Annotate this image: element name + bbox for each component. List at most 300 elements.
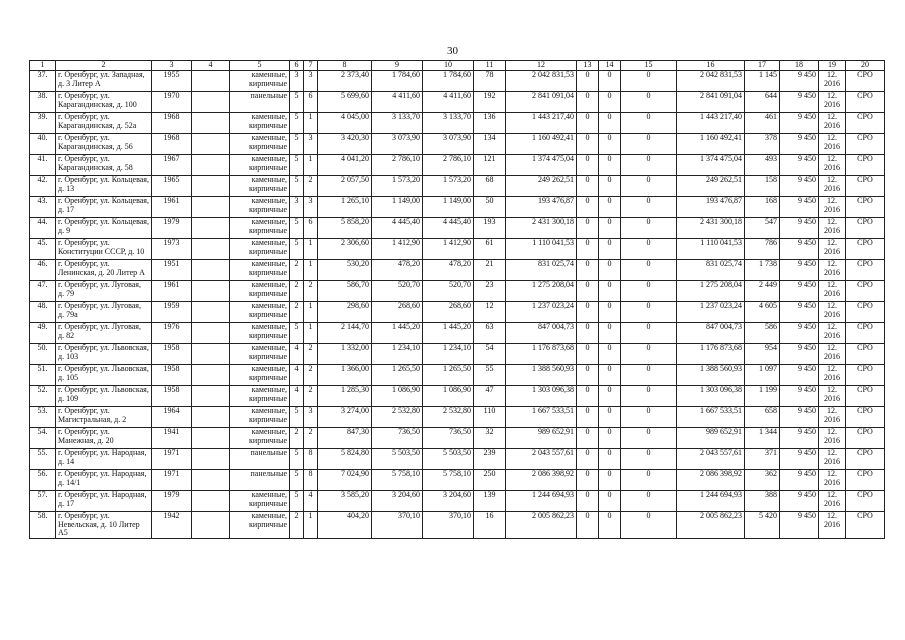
wall-material-cell: панельные (230, 449, 290, 470)
table-row (30, 71, 885, 92)
col13-cell: 0 (577, 512, 599, 539)
entrances-cell: 3 (304, 134, 318, 155)
unit-cost-cell: 493 (745, 155, 780, 176)
col14-cell: 0 (599, 239, 621, 260)
floors-cell: 5 (290, 218, 304, 239)
column-number: 8 (318, 61, 372, 71)
col4-cell (192, 323, 230, 344)
col15-cell: 0 (621, 176, 677, 197)
residents-cell: 47 (474, 386, 506, 407)
living-area-cell: 1 149,00 (423, 197, 474, 218)
col15-cell: 0 (621, 218, 677, 239)
residents-cell: 50 (474, 197, 506, 218)
floors-cell: 2 (290, 260, 304, 281)
col13-cell: 0 (577, 113, 599, 134)
area-cell: 478,20 (372, 260, 423, 281)
col14-cell: 0 (599, 365, 621, 386)
row-number: 43. (30, 197, 56, 218)
residents-cell: 54 (474, 344, 506, 365)
row-number: 47. (30, 281, 56, 302)
living-area-cell: 3 133,70 (423, 113, 474, 134)
living-area-cell: 1 086,90 (423, 386, 474, 407)
column-number: 18 (780, 61, 819, 71)
unit-cost-cell: 362 (745, 470, 780, 491)
address-cell: г. Оренбург, ул. Народная, д. 14 (56, 449, 152, 470)
wall-material-cell: каменные, кирпичные (230, 386, 290, 407)
residents-cell: 12 (474, 302, 506, 323)
total-area-cell: 1 366,00 (318, 365, 372, 386)
col4-cell (192, 386, 230, 407)
total-cost-cell: 193 476,87 (506, 197, 577, 218)
address-cell: г. Оренбург, ул. Народная, д. 14/1 (56, 470, 152, 491)
fund-cost-cell: 1 244 694,93 (677, 491, 745, 512)
col15-cell: 0 (621, 155, 677, 176)
area-cell: 1 149,00 (372, 197, 423, 218)
table-row (30, 134, 885, 155)
col13-cell: 0 (577, 407, 599, 428)
entrances-cell: 6 (304, 218, 318, 239)
deadline-cell: 12. 2016 (819, 386, 846, 407)
limit-cost-cell: 9 450 (780, 218, 819, 239)
limit-cost-cell: 9 450 (780, 281, 819, 302)
area-cell: 1 445,20 (372, 323, 423, 344)
deadline-cell: 12. 2016 (819, 365, 846, 386)
row-number: 48. (30, 302, 56, 323)
table-row (30, 92, 885, 113)
col14-cell: 0 (599, 281, 621, 302)
total-cost-cell: 1 374 475,04 (506, 155, 577, 176)
limit-cost-cell: 9 450 (780, 428, 819, 449)
floors-cell: 5 (290, 155, 304, 176)
limit-cost-cell: 9 450 (780, 302, 819, 323)
deadline-cell: 12. 2016 (819, 449, 846, 470)
entrances-cell: 8 (304, 470, 318, 491)
limit-cost-cell: 9 450 (780, 176, 819, 197)
residents-cell: 23 (474, 281, 506, 302)
col13-cell: 0 (577, 491, 599, 512)
col13-cell: 0 (577, 92, 599, 113)
address-cell: г. Оренбург, ул. Манежная, д. 20 (56, 428, 152, 449)
year-cell: 1958 (152, 365, 192, 386)
limit-cost-cell: 9 450 (780, 323, 819, 344)
col13-cell: 0 (577, 302, 599, 323)
col15-cell: 0 (621, 512, 677, 539)
table-row (30, 365, 885, 386)
total-cost-cell: 1 237 023,24 (506, 302, 577, 323)
column-number: 16 (677, 61, 745, 71)
row-number: 49. (30, 323, 56, 344)
living-area-cell: 2 786,10 (423, 155, 474, 176)
deadline-cell: 12. 2016 (819, 281, 846, 302)
residents-cell: 136 (474, 113, 506, 134)
table-row (30, 155, 885, 176)
total-area-cell: 298,60 (318, 302, 372, 323)
area-cell: 1 412,90 (372, 239, 423, 260)
total-cost-cell: 1 110 041,53 (506, 239, 577, 260)
method-cell: СРО (846, 176, 885, 197)
table-row (30, 449, 885, 470)
method-cell: СРО (846, 365, 885, 386)
unit-cost-cell: 1 097 (745, 365, 780, 386)
living-area-cell: 1 412,90 (423, 239, 474, 260)
method-cell: СРО (846, 113, 885, 134)
residents-cell: 68 (474, 176, 506, 197)
table-row (30, 344, 885, 365)
address-cell: г. Оренбург, ул. Карагандинская, д. 58 (56, 155, 152, 176)
fund-cost-cell: 1 237 023,24 (677, 302, 745, 323)
column-number: 6 (290, 61, 304, 71)
year-cell: 1955 (152, 71, 192, 92)
year-cell: 1942 (152, 512, 192, 539)
column-number: 17 (745, 61, 780, 71)
floors-cell: 2 (290, 428, 304, 449)
col14-cell: 0 (599, 344, 621, 365)
total-cost-cell: 2 841 091,04 (506, 92, 577, 113)
year-cell: 1976 (152, 323, 192, 344)
row-number: 51. (30, 365, 56, 386)
area-cell: 2 532,80 (372, 407, 423, 428)
unit-cost-cell: 1 344 (745, 428, 780, 449)
entrances-cell: 8 (304, 449, 318, 470)
floors-cell: 5 (290, 449, 304, 470)
total-area-cell: 404,20 (318, 512, 372, 539)
table-row (30, 176, 885, 197)
living-area-cell: 1 234,10 (423, 344, 474, 365)
entrances-cell: 3 (304, 71, 318, 92)
total-cost-cell: 1 244 694,93 (506, 491, 577, 512)
column-number: 15 (621, 61, 677, 71)
col15-cell: 0 (621, 113, 677, 134)
method-cell: СРО (846, 428, 885, 449)
col14-cell: 0 (599, 134, 621, 155)
living-area-cell: 5 758,10 (423, 470, 474, 491)
fund-cost-cell: 2 431 300,18 (677, 218, 745, 239)
wall-material-cell: каменные, кирпичные (230, 428, 290, 449)
column-number: 13 (577, 61, 599, 71)
method-cell: СРО (846, 470, 885, 491)
table-row (30, 113, 885, 134)
area-cell: 2 786,10 (372, 155, 423, 176)
unit-cost-cell: 5 420 (745, 512, 780, 539)
total-area-cell: 5 858,20 (318, 218, 372, 239)
row-number: 39. (30, 113, 56, 134)
entrances-cell: 1 (304, 155, 318, 176)
fund-cost-cell: 1 176 873,68 (677, 344, 745, 365)
entrances-cell: 3 (304, 407, 318, 428)
col4-cell (192, 176, 230, 197)
limit-cost-cell: 9 450 (780, 239, 819, 260)
address-cell: г. Оренбург, ул. Народная, д. 17 (56, 491, 152, 512)
col15-cell: 0 (621, 260, 677, 281)
address-cell: г. Оренбург, ул. Львовская, д. 105 (56, 365, 152, 386)
year-cell: 1979 (152, 491, 192, 512)
residents-cell: 250 (474, 470, 506, 491)
residents-cell: 239 (474, 449, 506, 470)
limit-cost-cell: 9 450 (780, 512, 819, 539)
living-area-cell: 1 573,20 (423, 176, 474, 197)
table-row (30, 302, 885, 323)
area-cell: 4 445,40 (372, 218, 423, 239)
method-cell: СРО (846, 92, 885, 113)
year-cell: 1968 (152, 134, 192, 155)
col4-cell (192, 197, 230, 218)
wall-material-cell: каменные, кирпичные (230, 323, 290, 344)
unit-cost-cell: 461 (745, 113, 780, 134)
limit-cost-cell: 9 450 (780, 491, 819, 512)
table-row (30, 239, 885, 260)
total-area-cell: 2 306,60 (318, 239, 372, 260)
area-cell: 736,50 (372, 428, 423, 449)
col15-cell: 0 (621, 344, 677, 365)
limit-cost-cell: 9 450 (780, 365, 819, 386)
unit-cost-cell: 371 (745, 449, 780, 470)
wall-material-cell: каменные, кирпичные (230, 197, 290, 218)
total-area-cell: 1 265,10 (318, 197, 372, 218)
deadline-cell: 12. 2016 (819, 344, 846, 365)
total-area-cell: 5 824,80 (318, 449, 372, 470)
total-cost-cell: 831 025,74 (506, 260, 577, 281)
fund-cost-cell: 831 025,74 (677, 260, 745, 281)
unit-cost-cell: 4 605 (745, 302, 780, 323)
col13-cell: 0 (577, 155, 599, 176)
deadline-cell: 12. 2016 (819, 302, 846, 323)
address-cell: г. Оренбург, ул. Невельская, д. 10 Литер А5 (56, 512, 152, 539)
deadline-cell: 12. 2016 (819, 470, 846, 491)
col13-cell: 0 (577, 218, 599, 239)
year-cell: 1961 (152, 281, 192, 302)
unit-cost-cell: 954 (745, 344, 780, 365)
year-cell: 1958 (152, 386, 192, 407)
total-cost-cell: 989 652,91 (506, 428, 577, 449)
limit-cost-cell: 9 450 (780, 92, 819, 113)
table-row (30, 197, 885, 218)
method-cell: СРО (846, 260, 885, 281)
col4-cell (192, 155, 230, 176)
fund-cost-cell: 249 262,51 (677, 176, 745, 197)
total-area-cell: 2 144,70 (318, 323, 372, 344)
wall-material-cell: каменные, кирпичные (230, 407, 290, 428)
col13-cell: 0 (577, 470, 599, 491)
method-cell: СРО (846, 197, 885, 218)
entrances-cell: 3 (304, 197, 318, 218)
column-number: 7 (304, 61, 318, 71)
deadline-cell: 12. 2016 (819, 428, 846, 449)
residents-cell: 55 (474, 365, 506, 386)
residents-cell: 110 (474, 407, 506, 428)
col13-cell: 0 (577, 239, 599, 260)
limit-cost-cell: 9 450 (780, 260, 819, 281)
residents-cell: 32 (474, 428, 506, 449)
year-cell: 1941 (152, 428, 192, 449)
wall-material-cell: панельные (230, 470, 290, 491)
limit-cost-cell: 9 450 (780, 449, 819, 470)
fund-cost-cell: 1 110 041,53 (677, 239, 745, 260)
col14-cell: 0 (599, 260, 621, 281)
unit-cost-cell: 2 449 (745, 281, 780, 302)
col13-cell: 0 (577, 134, 599, 155)
limit-cost-cell: 9 450 (780, 113, 819, 134)
living-area-cell: 3 073,90 (423, 134, 474, 155)
col4-cell (192, 407, 230, 428)
living-area-cell: 478,20 (423, 260, 474, 281)
total-cost-cell: 847 004,73 (506, 323, 577, 344)
method-cell: СРО (846, 344, 885, 365)
wall-material-cell: каменные, кирпичные (230, 71, 290, 92)
total-area-cell: 3 274,00 (318, 407, 372, 428)
row-number: 52. (30, 386, 56, 407)
living-area-cell: 4 445,40 (423, 218, 474, 239)
method-cell: СРО (846, 281, 885, 302)
floors-cell: 3 (290, 197, 304, 218)
address-cell: г. Оренбург, ул. Кольцевая, д. 17 (56, 197, 152, 218)
column-number: 20 (846, 61, 885, 71)
wall-material-cell: каменные, кирпичные (230, 365, 290, 386)
row-number: 40. (30, 134, 56, 155)
row-number: 58. (30, 512, 56, 539)
row-number: 44. (30, 218, 56, 239)
col15-cell: 0 (621, 134, 677, 155)
column-number-row (30, 61, 885, 71)
col4-cell (192, 491, 230, 512)
col14-cell: 0 (599, 470, 621, 491)
wall-material-cell: каменные, кирпичные (230, 344, 290, 365)
area-cell: 3 133,70 (372, 113, 423, 134)
method-cell: СРО (846, 239, 885, 260)
fund-cost-cell: 2 841 091,04 (677, 92, 745, 113)
row-number: 42. (30, 176, 56, 197)
method-cell: СРО (846, 218, 885, 239)
residents-cell: 16 (474, 512, 506, 539)
col15-cell: 0 (621, 491, 677, 512)
total-area-cell: 7 024,90 (318, 470, 372, 491)
deadline-cell: 12. 2016 (819, 134, 846, 155)
floors-cell: 4 (290, 365, 304, 386)
unit-cost-cell: 1 145 (745, 71, 780, 92)
column-number: 9 (372, 61, 423, 71)
area-cell: 1 234,10 (372, 344, 423, 365)
deadline-cell: 12. 2016 (819, 71, 846, 92)
col4-cell (192, 71, 230, 92)
entrances-cell: 1 (304, 260, 318, 281)
column-number: 11 (474, 61, 506, 71)
fund-cost-cell: 2 043 557,61 (677, 449, 745, 470)
floors-cell: 4 (290, 386, 304, 407)
entrances-cell: 2 (304, 386, 318, 407)
method-cell: СРО (846, 512, 885, 539)
living-area-cell: 4 411,60 (423, 92, 474, 113)
unit-cost-cell: 1 199 (745, 386, 780, 407)
col14-cell: 0 (599, 71, 621, 92)
col15-cell: 0 (621, 365, 677, 386)
total-area-cell: 3 585,20 (318, 491, 372, 512)
living-area-cell: 5 503,50 (423, 449, 474, 470)
wall-material-cell: каменные, кирпичные (230, 176, 290, 197)
limit-cost-cell: 9 450 (780, 407, 819, 428)
total-area-cell: 530,20 (318, 260, 372, 281)
col14-cell: 0 (599, 512, 621, 539)
total-cost-cell: 1 275 208,04 (506, 281, 577, 302)
col15-cell: 0 (621, 428, 677, 449)
col4-cell (192, 302, 230, 323)
wall-material-cell: каменные, кирпичные (230, 491, 290, 512)
col14-cell: 0 (599, 218, 621, 239)
floors-cell: 5 (290, 470, 304, 491)
year-cell: 1967 (152, 155, 192, 176)
wall-material-cell: каменные, кирпичные (230, 260, 290, 281)
table-row (30, 218, 885, 239)
residents-cell: 139 (474, 491, 506, 512)
column-number: 5 (230, 61, 290, 71)
col4-cell (192, 470, 230, 491)
col4-cell (192, 281, 230, 302)
row-number: 53. (30, 407, 56, 428)
col14-cell: 0 (599, 155, 621, 176)
year-cell: 1959 (152, 302, 192, 323)
entrances-cell: 6 (304, 92, 318, 113)
unit-cost-cell: 378 (745, 134, 780, 155)
fund-cost-cell: 989 652,91 (677, 428, 745, 449)
row-number: 46. (30, 260, 56, 281)
table-row (30, 428, 885, 449)
total-cost-cell: 1 443 217,40 (506, 113, 577, 134)
col14-cell: 0 (599, 407, 621, 428)
floors-cell: 5 (290, 323, 304, 344)
deadline-cell: 12. 2016 (819, 260, 846, 281)
fund-cost-cell: 2 042 831,53 (677, 71, 745, 92)
row-number: 41. (30, 155, 56, 176)
floors-cell: 5 (290, 176, 304, 197)
wall-material-cell: каменные, кирпичные (230, 512, 290, 539)
floors-cell: 4 (290, 344, 304, 365)
floors-cell: 5 (290, 113, 304, 134)
floors-cell: 2 (290, 512, 304, 539)
address-cell: г. Оренбург, ул. Западная, д. 3 Литер А (56, 71, 152, 92)
col4-cell (192, 218, 230, 239)
method-cell: СРО (846, 491, 885, 512)
fund-cost-cell: 2 086 398,92 (677, 470, 745, 491)
table-row (30, 323, 885, 344)
year-cell: 1968 (152, 113, 192, 134)
entrances-cell: 2 (304, 281, 318, 302)
area-cell: 5 503,50 (372, 449, 423, 470)
total-cost-cell: 2 042 831,53 (506, 71, 577, 92)
table-row (30, 512, 885, 539)
address-cell: г. Оренбург, ул. Луговая, д. 79 (56, 281, 152, 302)
residents-cell: 121 (474, 155, 506, 176)
entrances-cell: 4 (304, 491, 318, 512)
col13-cell: 0 (577, 71, 599, 92)
entrances-cell: 1 (304, 113, 318, 134)
total-cost-cell: 2 043 557,61 (506, 449, 577, 470)
unit-cost-cell: 168 (745, 197, 780, 218)
col14-cell: 0 (599, 323, 621, 344)
unit-cost-cell: 586 (745, 323, 780, 344)
method-cell: СРО (846, 71, 885, 92)
deadline-cell: 12. 2016 (819, 239, 846, 260)
column-number: 19 (819, 61, 846, 71)
address-cell: г. Оренбург, ул. Кольцевая, д. 13 (56, 176, 152, 197)
column-number: 3 (152, 61, 192, 71)
column-number: 1 (30, 61, 56, 71)
residents-cell: 63 (474, 323, 506, 344)
col15-cell: 0 (621, 449, 677, 470)
address-cell: г. Оренбург, ул. Луговая, д. 79а (56, 302, 152, 323)
limit-cost-cell: 9 450 (780, 71, 819, 92)
table-row (30, 281, 885, 302)
unit-cost-cell: 1 738 (745, 260, 780, 281)
fund-cost-cell: 1 275 208,04 (677, 281, 745, 302)
col4-cell (192, 92, 230, 113)
